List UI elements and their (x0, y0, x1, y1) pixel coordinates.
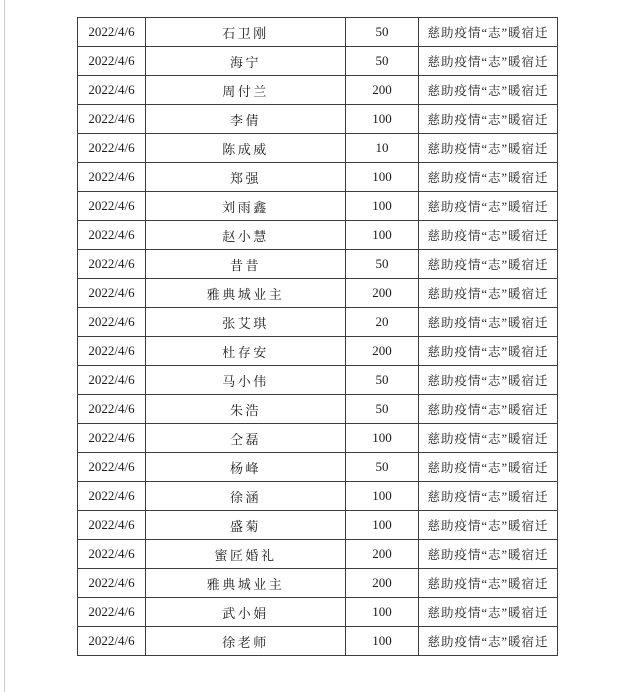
table-row (78, 482, 558, 511)
amount-cell: 100 (346, 511, 419, 540)
purpose-cell: 慈助疫情“志”暖宿迁 (419, 540, 558, 569)
donor-name-cell: 昔昔 (146, 250, 346, 279)
table-row (78, 192, 558, 221)
purpose-cell: 慈助疫情“志”暖宿迁 (419, 482, 558, 511)
table-row (78, 308, 558, 337)
date-cell: 2022/4/6 (78, 453, 146, 482)
purpose-cell: 慈助疫情“志”暖宿迁 (419, 76, 558, 105)
amount-cell: 50 (346, 395, 419, 424)
date-cell: 2022/4/6 (78, 163, 146, 192)
date-cell: 2022/4/6 (78, 308, 146, 337)
amount-cell: 200 (346, 337, 419, 366)
date-cell: 2022/4/6 (78, 482, 146, 511)
purpose-cell: 慈助疫情“志”暖宿迁 (419, 627, 558, 656)
purpose-cell: 慈助疫情“志”暖宿迁 (419, 250, 558, 279)
date-cell: 2022/4/6 (78, 366, 146, 395)
date-cell: 2022/4/6 (78, 47, 146, 76)
amount-cell: 100 (346, 105, 419, 134)
date-cell: 2022/4/6 (78, 192, 146, 221)
date-cell: 2022/4/6 (78, 337, 146, 366)
date-cell: 2022/4/6 (78, 627, 146, 656)
date-cell: 2022/4/6 (78, 395, 146, 424)
purpose-cell: 慈助疫情“志”暖宿迁 (419, 163, 558, 192)
donor-name-cell: 蜜匠婚礼 (146, 540, 346, 569)
donor-name-cell: 雅典城业主 (146, 279, 346, 308)
donor-name-cell: 杜存安 (146, 337, 346, 366)
donor-name-cell: 朱浩 (146, 395, 346, 424)
amount-cell: 200 (346, 279, 419, 308)
amount-cell: 100 (346, 192, 419, 221)
donation-records-table (77, 17, 558, 656)
donor-name-cell: 周付兰 (146, 76, 346, 105)
date-cell: 2022/4/6 (78, 18, 146, 47)
table-row (78, 76, 558, 105)
table-row (78, 47, 558, 76)
table-row (78, 366, 558, 395)
purpose-cell: 慈助疫情“志”暖宿迁 (419, 453, 558, 482)
amount-cell: 100 (346, 163, 419, 192)
donor-name-cell: 仝磊 (146, 424, 346, 453)
date-cell: 2022/4/6 (78, 221, 146, 250)
purpose-cell: 慈助疫情“志”暖宿迁 (419, 105, 558, 134)
date-cell: 2022/4/6 (78, 598, 146, 627)
table-row (78, 279, 558, 308)
amount-cell: 10 (346, 134, 419, 163)
table-row (78, 105, 558, 134)
purpose-cell: 慈助疫情“志”暖宿迁 (419, 308, 558, 337)
amount-cell: 50 (346, 453, 419, 482)
amount-cell: 50 (346, 250, 419, 279)
purpose-cell: 慈助疫情“志”暖宿迁 (419, 221, 558, 250)
donor-name-cell: 武小娟 (146, 598, 346, 627)
date-cell: 2022/4/6 (78, 105, 146, 134)
donor-name-cell: 雅典城业主 (146, 569, 346, 598)
table-row (78, 627, 558, 656)
table-row (78, 18, 558, 47)
table-row (78, 511, 558, 540)
amount-cell: 200 (346, 569, 419, 598)
amount-cell: 50 (346, 47, 419, 76)
table-row (78, 453, 558, 482)
donor-name-cell: 郑强 (146, 163, 346, 192)
date-cell: 2022/4/6 (78, 279, 146, 308)
donor-name-cell: 盛菊 (146, 511, 346, 540)
amount-cell: 100 (346, 482, 419, 511)
purpose-cell: 慈助疫情“志”暖宿迁 (419, 192, 558, 221)
table-row (78, 424, 558, 453)
donor-name-cell: 海宁 (146, 47, 346, 76)
table-row (78, 250, 558, 279)
donor-name-cell: 刘雨鑫 (146, 192, 346, 221)
purpose-cell: 慈助疫情“志”暖宿迁 (419, 134, 558, 163)
donor-name-cell: 徐老师 (146, 627, 346, 656)
table-body (78, 18, 558, 656)
amount-cell: 100 (346, 598, 419, 627)
purpose-cell: 慈助疫情“志”暖宿迁 (419, 337, 558, 366)
amount-cell: 100 (346, 627, 419, 656)
table-row (78, 134, 558, 163)
purpose-cell: 慈助疫情“志”暖宿迁 (419, 511, 558, 540)
table-row (78, 337, 558, 366)
amount-cell: 100 (346, 424, 419, 453)
donor-name-cell: 徐涵 (146, 482, 346, 511)
purpose-cell: 慈助疫情“志”暖宿迁 (419, 47, 558, 76)
donor-name-cell: 李倩 (146, 105, 346, 134)
amount-cell: 20 (346, 308, 419, 337)
date-cell: 2022/4/6 (78, 511, 146, 540)
amount-cell: 100 (346, 221, 419, 250)
amount-cell: 200 (346, 540, 419, 569)
donor-name-cell: 张艾琪 (146, 308, 346, 337)
donor-name-cell: 赵小慧 (146, 221, 346, 250)
date-cell: 2022/4/6 (78, 76, 146, 105)
table-row (78, 395, 558, 424)
donor-name-cell: 石卫刚 (146, 18, 346, 47)
table-row (78, 221, 558, 250)
table-row (78, 598, 558, 627)
table-row (78, 540, 558, 569)
purpose-cell: 慈助疫情“志”暖宿迁 (419, 569, 558, 598)
purpose-cell: 慈助疫情“志”暖宿迁 (419, 424, 558, 453)
date-cell: 2022/4/6 (78, 540, 146, 569)
donor-name-cell: 马小伟 (146, 366, 346, 395)
purpose-cell: 慈助疫情“志”暖宿迁 (419, 279, 558, 308)
date-cell: 2022/4/6 (78, 569, 146, 598)
page-edge-line (4, 0, 5, 692)
purpose-cell: 慈助疫情“志”暖宿迁 (419, 395, 558, 424)
date-cell: 2022/4/6 (78, 134, 146, 163)
date-cell: 2022/4/6 (78, 424, 146, 453)
amount-cell: 200 (346, 76, 419, 105)
table-row (78, 163, 558, 192)
amount-cell: 50 (346, 366, 419, 395)
amount-cell: 50 (346, 18, 419, 47)
purpose-cell: 慈助疫情“志”暖宿迁 (419, 366, 558, 395)
table-row (78, 569, 558, 598)
purpose-cell: 慈助疫情“志”暖宿迁 (419, 18, 558, 47)
purpose-cell: 慈助疫情“志”暖宿迁 (419, 598, 558, 627)
donor-name-cell: 杨峰 (146, 453, 346, 482)
donor-name-cell: 陈成威 (146, 134, 346, 163)
date-cell: 2022/4/6 (78, 250, 146, 279)
